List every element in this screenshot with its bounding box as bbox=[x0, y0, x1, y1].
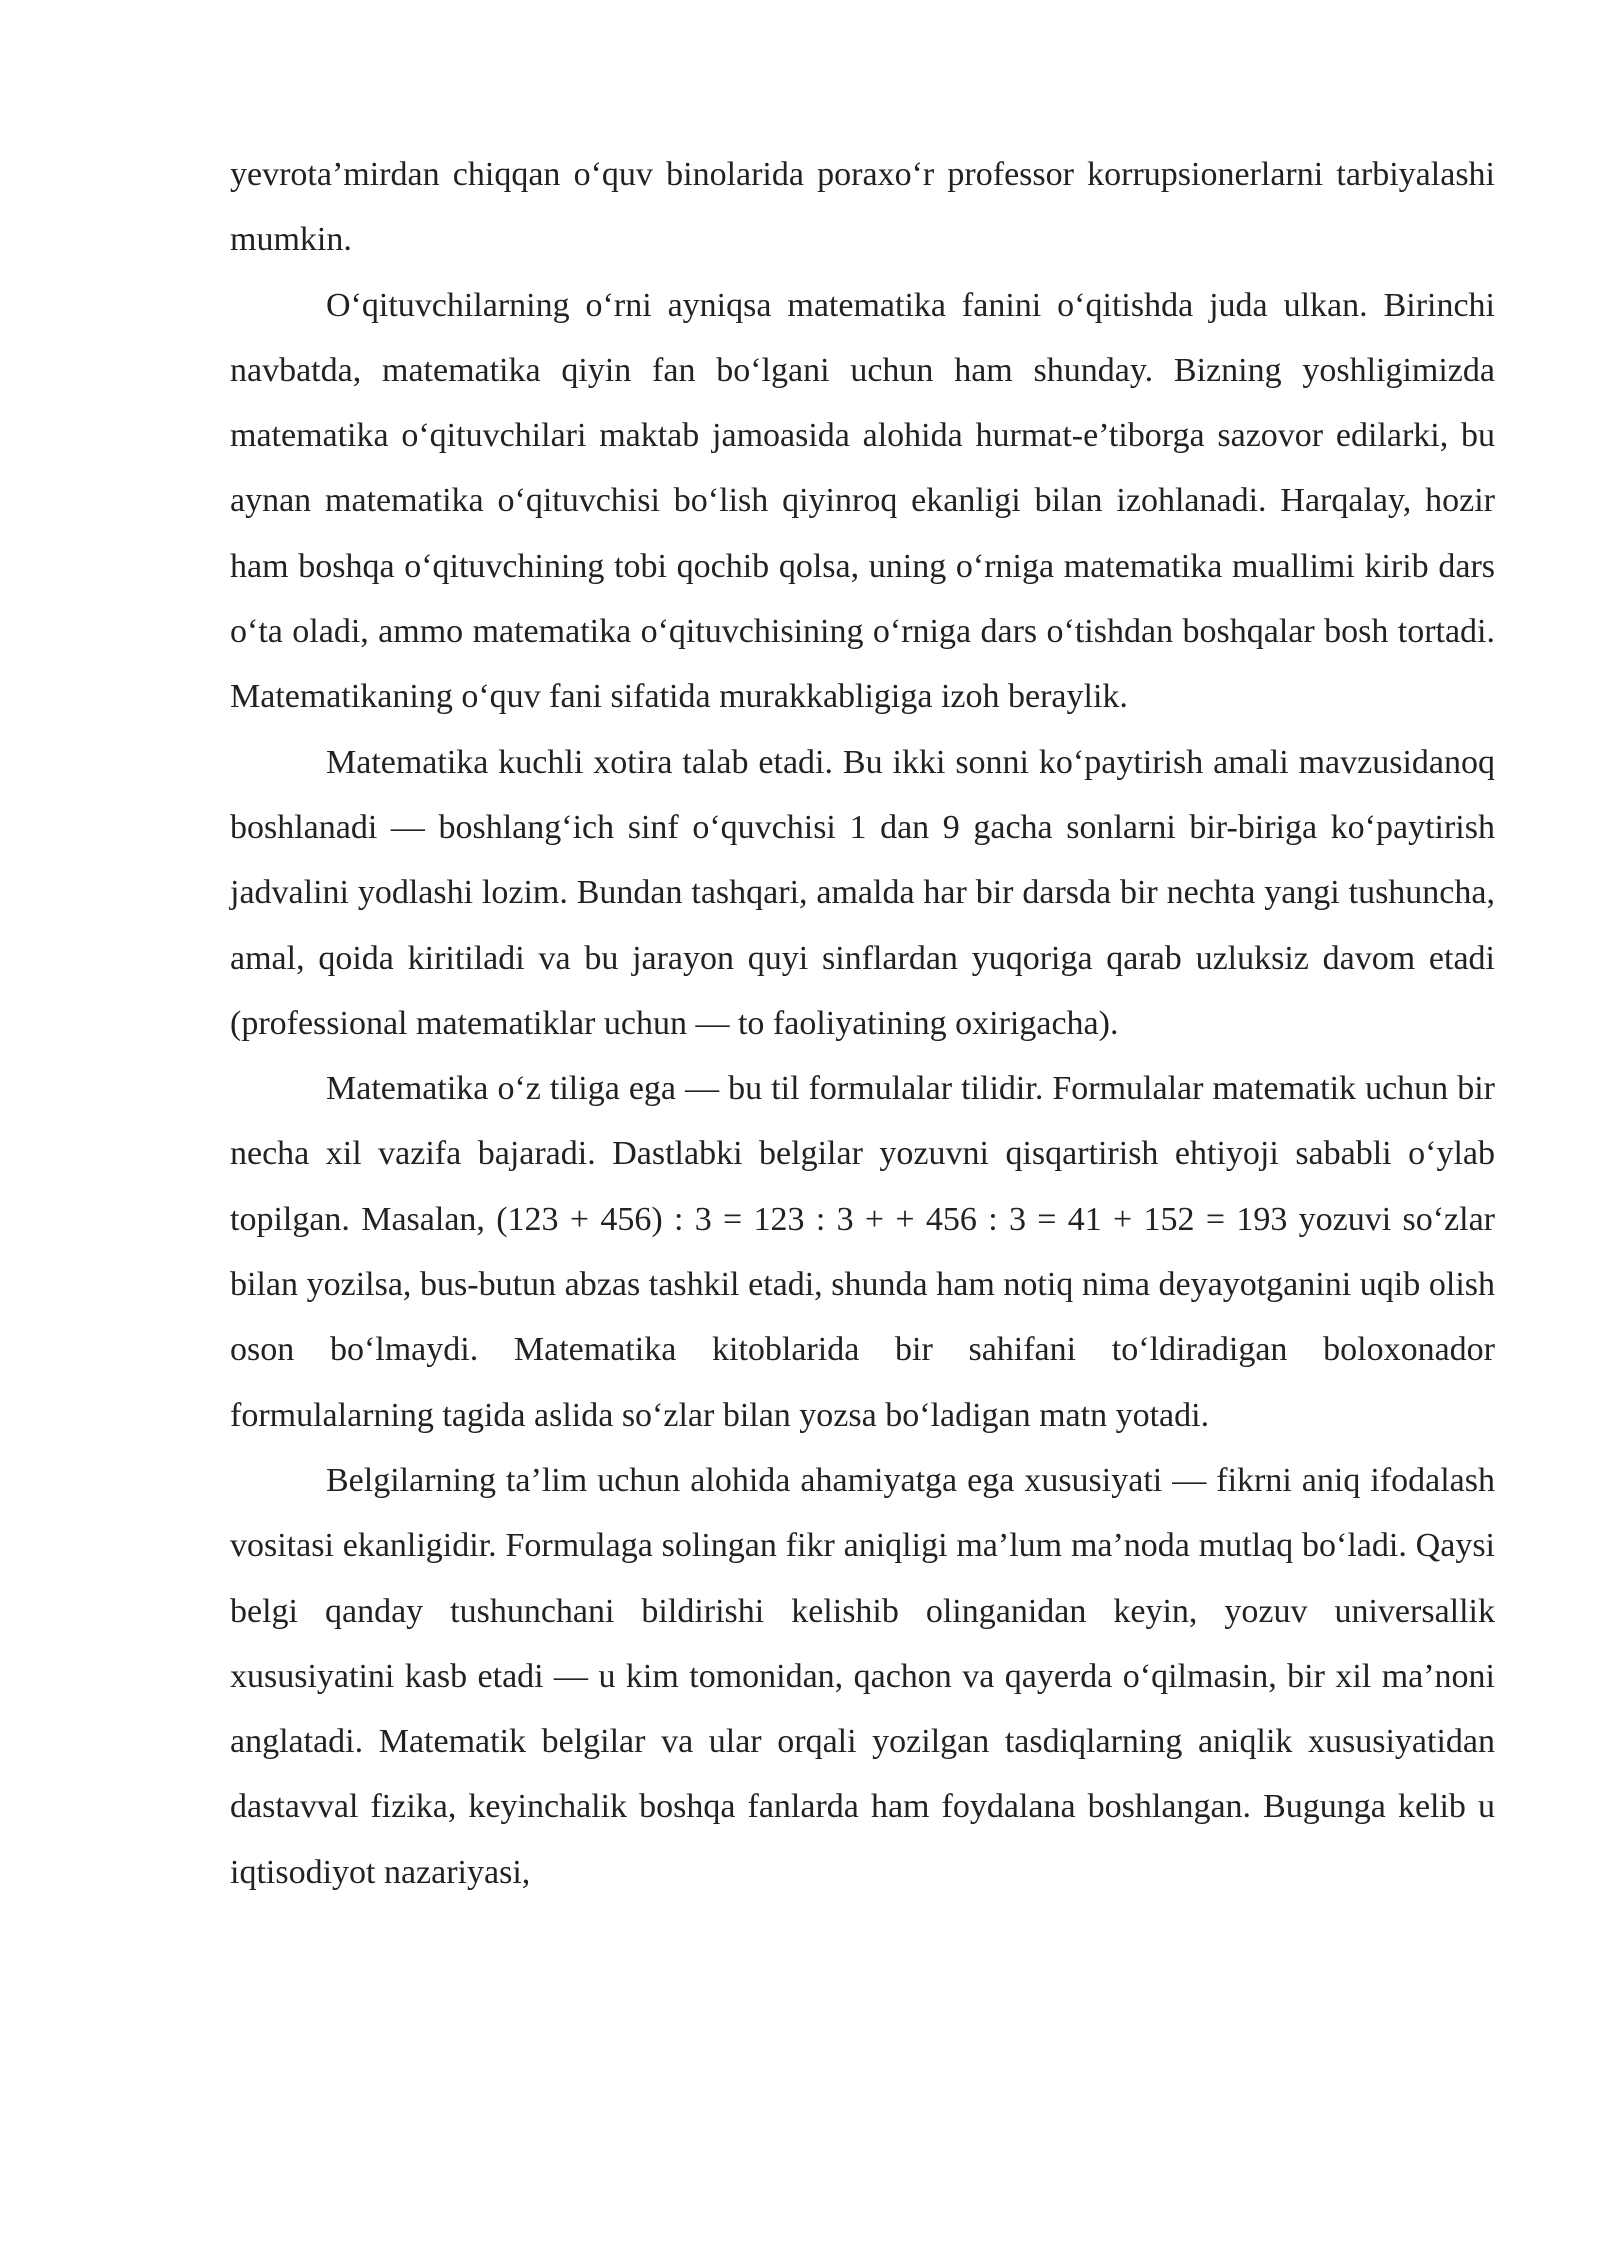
paragraph-formula-language: Matematika o‘z tiliga ega — bu til formulalar tilidir. Formulalar matematik uchun bir necha xil vazifa bajaradi. Dastlabki belgilar yozuvni qisqartirish ehtiyoji sababli o‘ylab topilgan. Masalan, (123 + 456) : 3 = 123 : 3 + + 456 : 3 = 41 + 152 = 193 yozuvi so‘zlar bilan yozilsa, bus-butun abzas tashkil etadi, shunda ham notiq nima deyayotganini uqib olish oson bo‘lmaydi. Matematika kitoblarida bir sahifani to‘ldiradigan boloxonador formulalarning tagida aslida so‘zlar bilan yozsa bo‘ladigan matn yotadi. bbox=[230, 1070, 1495, 1434]
paragraph-memory: Matematika kuchli xotira talab etadi. Bu ikki sonni ko‘paytirish amali mavzusidanoq boshlanadi — boshlang‘ich sinf o‘quvchisi 1 dan 9 gacha sonlarni bir-biriga ko‘paytirish jadvalini yodlashi lozim. Bundan tashqari, amalda har bir darsda bir nechta yangi tushuncha, amal, qoida kiritiladi va bu jarayon quyi sinflardan yuqoriga qarab uzluksiz davom etadi (professional matematiklar uchun — to faoliyatining oxirigacha). bbox=[230, 743, 1495, 1042]
document-page bbox=[230, 142, 1495, 1905]
paragraph-continuation: yevrota’mirdan chiqqan o‘quv binolarida poraxo‘r professor korrupsionerlarni tarbiyalashi mumkin. bbox=[230, 156, 1495, 259]
paragraph-symbols-precision: Belgilarning ta’lim uchun alohida ahamiyatga ega xususiyati — fikrni aniq ifodalash vositasi ekanligidir. Formulaga solingan fikr aniqligi ma’lum ma’noda mutlaq bo‘ladi. Qaysi belgi qanday tushunchani bildirishi kelishib olinganidan keyin, yozuv universallik xususiyatini kasb etadi — u kim tomonidan, qachon va qayerda o‘qilmasin, bir xil ma’noni anglatadi. Matematik belgilar va ular orqali yozilgan tasdiqlarning aniqlik xususiyatidan dastavval fizika, keyinchalik boshqa fanlarda ham foydalana boshlangan. Bugunga kelib u iqtisodiyot nazariyasi, bbox=[230, 1461, 1495, 1891]
paragraph-teachers-role: O‘qituvchilarning o‘rni ayniqsa matematika fanini o‘qitishda juda ulkan. Birinchi navbatda, matematika qiyin fan bo‘lgani uchun ham shunday. Bizning yoshligimizda matematika o‘qituvchilari maktab jamoasida alohida hurmat-e’tiborga sazovor edilarki, bu aynan matematika o‘qituvchisi bo‘lish qiyinroq ekanligi bilan izohlanadi. Harqalay, hozir ham boshqa o‘qituvchining tobi qochib qolsa, uning o‘rniga matematika muallimi kirib dars o‘ta oladi, ammo matematika o‘qituvchisining o‘rniga dars o‘tishdan boshqalar bosh tortadi. Matematikaning o‘quv fani sifatida murakkabligiga izoh beraylik. bbox=[230, 286, 1495, 716]
